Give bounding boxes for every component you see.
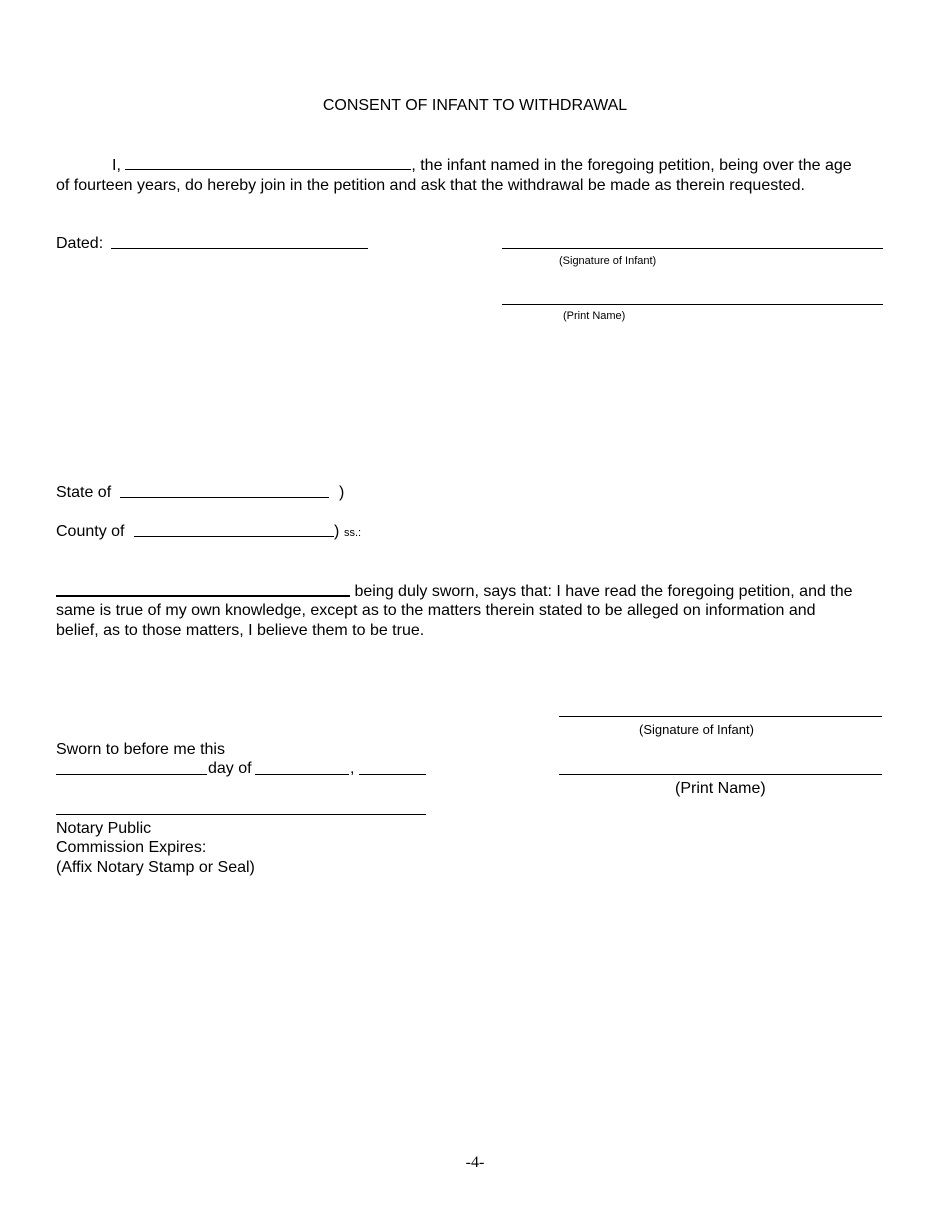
affiant-name-field[interactable]: [56, 595, 350, 597]
infant-print-name-field-2[interactable]: [559, 774, 882, 775]
sworn-day-field[interactable]: [56, 774, 207, 775]
sworn-month-field[interactable]: [255, 774, 349, 775]
consent-line-2: of fourteen years, do hereby join in the petition and ask that the withdrawal be made as therein requested.: [56, 176, 805, 194]
affidavit-line-3: belief, as to those matters, I believe them to be true.: [56, 622, 425, 639]
consent-line-1: [56, 155, 896, 176]
commission-expires-label: Commission Expires:: [56, 839, 207, 856]
state-label: State of: [56, 484, 116, 501]
state-field[interactable]: [120, 497, 329, 498]
dated-label: Dated:: [56, 235, 108, 252]
consent-paragraph: [56, 155, 896, 195]
notary-signature-field[interactable]: [56, 814, 426, 815]
signature-caption-2: (Signature of Infant): [639, 722, 754, 737]
consent-prefix: I,: [112, 157, 126, 174]
sworn-line: Sworn to before me this: [56, 741, 225, 758]
sworn-year-field[interactable]: [359, 774, 426, 775]
infant-print-name-field[interactable]: [502, 304, 883, 305]
notary-public-label: Notary Public: [56, 820, 152, 837]
sworn-comma: ,: [350, 760, 355, 777]
page-title: CONSENT OF INFANT TO WITHDRAWAL: [322, 97, 628, 114]
county-paren: ): [334, 523, 340, 540]
ss-label: ss.:: [344, 527, 362, 539]
county-label: County of: [56, 523, 129, 540]
notary-stamp-label: (Affix Notary Stamp or Seal): [56, 859, 255, 876]
signature-caption: (Signature of Infant): [559, 255, 657, 267]
day-of-label: day of: [208, 760, 252, 777]
infant-signature-field[interactable]: [502, 248, 883, 249]
dated-field[interactable]: [111, 248, 368, 249]
affidavit-line-2: same is true of my own knowledge, except as to the matters therein stated to be alleged on information and: [56, 602, 816, 619]
county-field[interactable]: [134, 536, 334, 537]
page-number: -4-: [465, 1154, 485, 1171]
affidavit-line-1: being duly sworn, says that: I have read the foregoing petition, and the: [350, 583, 853, 600]
consent-suffix: , the infant named in the foregoing petition, being over the age: [411, 157, 852, 174]
infant-name-field[interactable]: [125, 155, 411, 170]
print-name-caption-2: (Print Name): [675, 780, 766, 797]
infant-signature-field-2[interactable]: [559, 716, 882, 717]
state-paren: ): [339, 484, 345, 501]
print-name-caption: (Print Name): [563, 310, 626, 322]
